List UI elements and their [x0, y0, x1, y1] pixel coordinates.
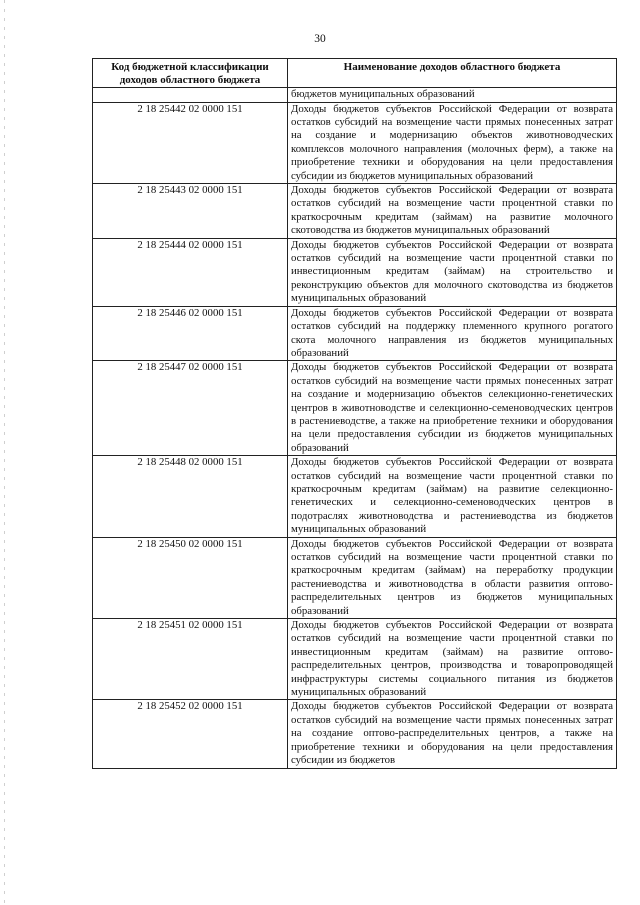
revenue-name-cell: Доходы бюджетов субъектов Российской Федерации от возврата остатков субсидий на возмещение части процентной ставки по инвестиционным кредитам (займам) на развитие оптово-распределительных центров, производства и товаропроводящей инфраструктуры системы социального питания из бюджетов муниципальных образований [288, 619, 617, 700]
table-row [93, 306, 617, 361]
revenue-name-cell: Доходы бюджетов субъектов Российской Федерации от возврата остатков субсидий на возмещение части прямых понесенных затрат на создание и модернизацию объектов животноводческих комплексов молочного направления (молочных ферм), а также на приобретение техники и оборудования на цели предоставления субсидии из бюджетов муниципальных образований [288, 102, 617, 183]
budget-code-cell: 2 18 25452 02 0000 151 [93, 700, 288, 768]
revenue-name-cell: Доходы бюджетов субъектов Российской Федерации от возврата остатков субсидий на возмещение части процентной ставки по краткосрочным кредитам (займам) на развитие молочного скотоводства из бюджетов муниципальных образований [288, 184, 617, 239]
continuation-row [93, 88, 617, 102]
revenue-name-cell: Доходы бюджетов субъектов Российской Федерации от возврата остатков субсидий на возмещение части процентной ставки по инвестиционным кредитам (займам) на строительство и реконструкцию объектов для молочного скотоводства из бюджетов муниципальных образований [288, 238, 617, 306]
budget-code-cell: 2 18 25450 02 0000 151 [93, 537, 288, 618]
budget-code-cell: 2 18 25443 02 0000 151 [93, 184, 288, 239]
budget-code-cell: 2 18 25451 02 0000 151 [93, 619, 288, 700]
budget-code-cell: 2 18 25448 02 0000 151 [93, 456, 288, 537]
budget-code-cell: 2 18 25447 02 0000 151 [93, 361, 288, 456]
header-code-column: Код бюджетной классификации доходов областного бюджета [93, 59, 288, 88]
page-number: 30 [314, 33, 326, 45]
table-header-row [93, 59, 617, 88]
table-row [93, 456, 617, 537]
table-row [93, 537, 617, 618]
revenue-name-cell: Доходы бюджетов субъектов Российской Федерации от возврата остатков субсидий на поддержку племенного крупного рогатого скота молочного направления из бюджетов муниципальных образований [288, 306, 617, 361]
scan-edge-artifact [4, 0, 5, 905]
table-row [93, 700, 617, 768]
revenue-name-cell: Доходы бюджетов субъектов Российской Федерации от возврата остатков субсидий на возмещение части процентной ставки по краткосрочным кредитам (займам) на развитие селекционно-генетических и селекционно-семеноводческих центров в подотраслях животноводства и растениеводства из бюджетов муниципальных образований [288, 456, 617, 537]
table-row [93, 619, 617, 700]
table-row [93, 184, 617, 239]
revenue-name-cell: Доходы бюджетов субъектов Российской Федерации от возврата остатков субсидий на возмещение части прямых понесенных затрат на создание и модернизацию объектов селекционно-генетических центров в животноводстве и селекционно-семеноводческих центров в растениеводстве, а также на приобретение техники и оборудования на цели предоставления субсидии из бюджетов муниципальных образований [288, 361, 617, 456]
revenue-name-cell: Доходы бюджетов субъектов Российской Федерации от возврата остатков субсидий на возмещение части прямых понесенных затрат на создание оптово-распределительных центров, а также на приобретение техники и оборудования на цели предоставления субсидии из бюджетов [288, 700, 617, 768]
table-row [93, 238, 617, 306]
revenue-name-cell: Доходы бюджетов субъектов Российской Федерации от возврата остатков субсидий на возмещение части процентной ставки по краткосрочным кредитам (займам) на переработку продукции растениеводства и животноводства в области развития оптово-распределительных центров из бюджетов муниципальных образований [288, 537, 617, 618]
table-row [93, 102, 617, 183]
header-name-column: Наименование доходов областного бюджета [288, 59, 617, 88]
budget-code-cell: 2 18 25444 02 0000 151 [93, 238, 288, 306]
budget-code-cell: 2 18 25442 02 0000 151 [93, 102, 288, 183]
budget-code-cell: 2 18 25446 02 0000 151 [93, 306, 288, 361]
continuation-code-cell [93, 88, 288, 102]
continuation-text: бюджетов муниципальных образований [288, 88, 617, 102]
table-row [93, 361, 617, 456]
revenue-classification-table [92, 58, 617, 769]
